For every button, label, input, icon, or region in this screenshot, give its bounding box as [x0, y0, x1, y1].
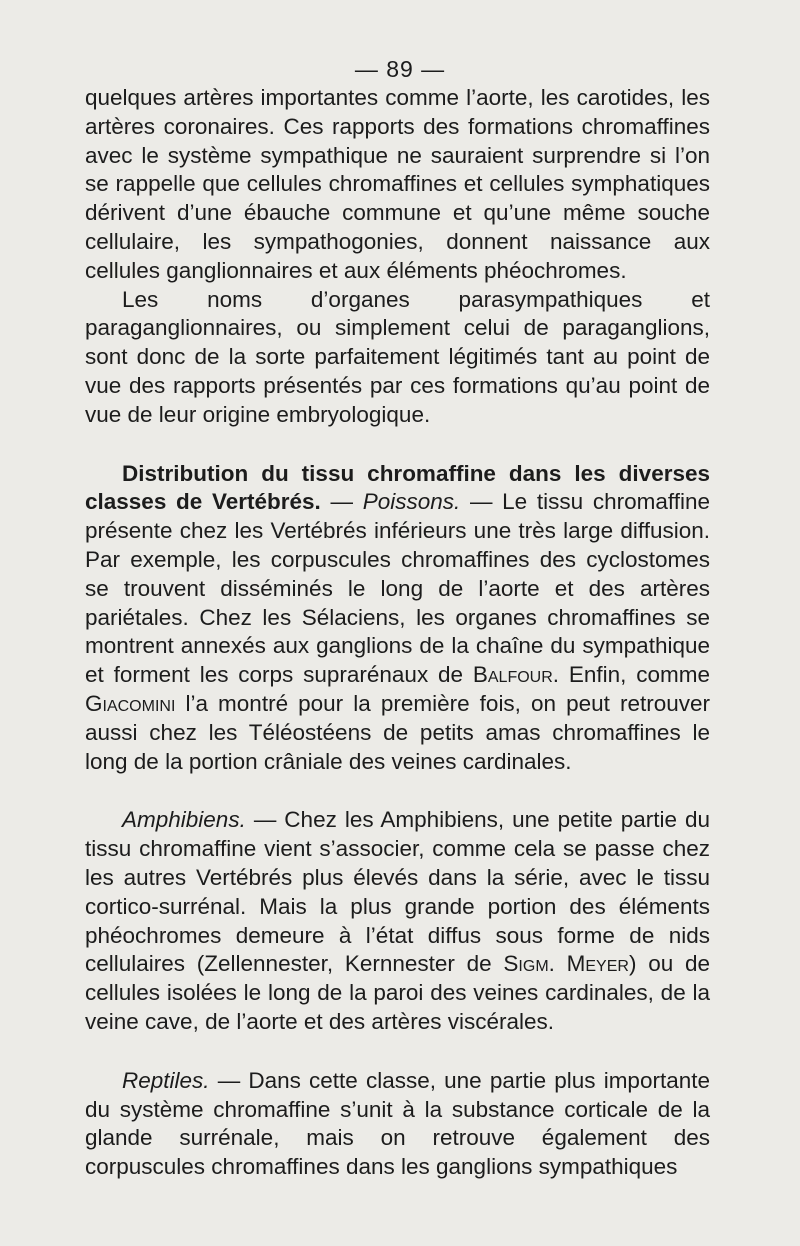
- author-name-giacomini: Giacomini: [85, 690, 176, 716]
- paragraph-3: [85, 460, 710, 777]
- subheading-reptiles: Reptiles.: [122, 1067, 210, 1093]
- author-name-meyer: Sigm. Meyer: [503, 951, 629, 977]
- paragraph-4-text-2: ) ou de cellules isolées le long de la paroi des veines cardinales, de la veine cave, de l’aorte et des artères viscérales.: [85, 951, 710, 1034]
- page-body: [85, 84, 710, 1182]
- heading-separator: —: [320, 489, 363, 515]
- author-name-balfour: Balfour: [472, 662, 553, 688]
- page-number: — 89 —: [354, 56, 446, 82]
- paragraph-4-text-1: — Chez les Amphibiens, une petite partie du tissu chromaffine vient s’associer, comme cela se passe chez les autres Vertébrés plus élevés dans la série, avec le tissu cortico-surrénal. Mais la plus grande portion des éléments phéochromes demeure à l’état diffus sous forme de nids cellulaires (Zellennester, Kernnester de: [85, 807, 710, 977]
- paragraph-5-text-1: — Dans cette classe, une partie plus importante du système chromaffine s’unit à la substance corticale de la glande surrénale, mais on retrouve également des corpuscules chromaffines dans les ganglions sympathiques: [85, 1067, 710, 1180]
- subheading-poissons: Poissons.: [362, 489, 461, 515]
- paragraph-3-text-2: . Enfin, comme: [552, 662, 710, 688]
- paragraph-1: quelques artères importantes comme l’aorte, les carotides, les artères coronaires. Ces rapports des formations chromaffines avec le système sympathique ne sauraient surprendre si l’on se rappelle que cellules chromaffines et cellules symphatiques dérivent d’une ébauche commune et qu’une même souche cellulaire, les sympathogonies, donnent naissance aux cellules ganglionnaires et aux éléments phéochromes.: [85, 85, 710, 283]
- paragraph-3-text-1: — Le tissu chromaffine présente chez les Vertébrés inférieurs une très large diffusion. Par exemple, les corpuscules chromaffines des cyclostomes se trouvent disséminés le long de l’aorte et des artères pariétales. Chez les Sélaciens, les organes chromaffines se montrent annexés aux ganglions de la chaîne du sympathique et forment les corps suprarénaux de: [85, 489, 710, 688]
- paragraph-2: Les noms d’organes parasympathiques et paraganglionnaires, ou simplement celui de paraganglions, sont donc de la sorte parfaitement légitimés tant au point de vue des rapports présentés par ces formations qu’au point de vue de leur origine embryologique.: [85, 286, 710, 427]
- paragraph-3-text-3: l’a montré pour la première fois, on peut retrouver aussi chez les Téléostéens de petits amas chromaffines le long de la portion crâniale des veines cardinales.: [85, 690, 710, 774]
- section-heading: Distribution du tissu chromaffine dans les diverses classes de Vertébrés.: [85, 460, 710, 515]
- subheading-amphibiens: Amphibiens.: [122, 807, 246, 833]
- paragraph-5: [85, 1067, 710, 1182]
- paragraph-4: [85, 806, 710, 1036]
